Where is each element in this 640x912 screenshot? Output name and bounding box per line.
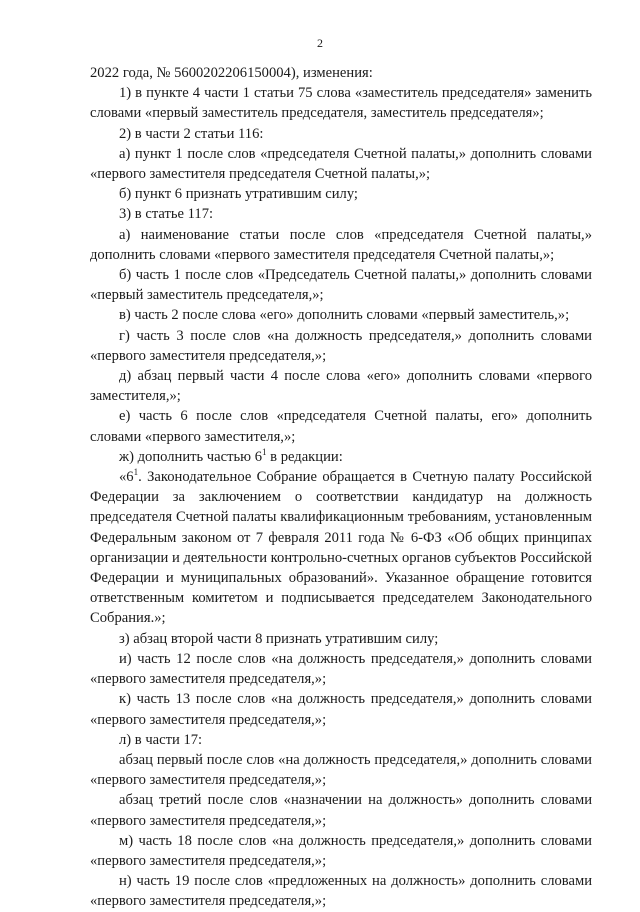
paragraph-text: абзац третий после слов «назначении на должность» дополнить словами «первого заместителя председателя,»; <box>90 792 592 829</box>
paragraph <box>90 649 592 689</box>
document-body <box>90 63 592 912</box>
paragraph <box>90 265 592 305</box>
paragraph-text: 3) в статье 117: <box>119 206 214 223</box>
paragraph <box>90 63 592 83</box>
paragraph-text: и) часть 12 после слов «на должность председателя,» дополнить словами «первого заместителя председателя,»; <box>90 650 592 688</box>
paragraph-text: а) пункт 1 после слов «председателя Счетной палаты,» дополнить словами «первого заместителя председателя Счетной палаты,»; <box>90 145 592 183</box>
paragraph <box>90 871 592 911</box>
paragraph <box>90 467 592 629</box>
paragraph <box>90 83 592 123</box>
paragraph-text: 2022 года, № 5600202206150004), изменения: <box>90 65 373 81</box>
paragraph <box>90 629 592 649</box>
paragraph <box>90 204 592 224</box>
paragraph <box>90 730 592 750</box>
paragraph <box>90 447 592 467</box>
paragraph-text: м) часть 18 после слов «на должность председателя,» дополнить словами «первого заместителя председателя,»; <box>90 832 592 869</box>
paragraph <box>90 831 592 871</box>
paragraph <box>90 750 592 790</box>
paragraph <box>90 124 592 144</box>
superscript-index: 1 <box>133 467 139 478</box>
paragraph-text: ж) дополнить частью 6 <box>119 448 262 465</box>
paragraph-text: б) часть 1 после слов «Председатель Счетной палаты,» дополнить словами «первый заместитель председателя,»; <box>90 267 592 304</box>
paragraph-text: абзац первый после слов «на должность председателя,» дополнить словами «первого заместителя председателя,»; <box>90 751 592 789</box>
paragraph-text: з) абзац второй части 8 признать утратившим силу; <box>119 630 439 647</box>
paragraph-text: д) абзац первый части 4 после слова «его» дополнить словами «первого заместителя,»; <box>90 368 592 405</box>
paragraph-text: а) наименование статьи после слов «председателя Счетной палаты,» дополнить словами «первого заместителя председателя Счетной палаты,»; <box>90 226 592 263</box>
page-number: 2 <box>317 36 323 50</box>
paragraph-text: б) пункт 6 признать утратившим силу; <box>119 186 358 203</box>
paragraph-text: 1) в пункте 4 части 1 статьи 75 слова «заместитель председателя» заменить словами «первый заместитель председателя, заместитель председателя»; <box>90 85 592 122</box>
paragraph <box>90 184 592 204</box>
paragraph-text: л) в части 17: <box>119 731 203 748</box>
paragraph <box>90 366 592 406</box>
paragraph <box>90 326 592 366</box>
paragraph-text: н) часть 19 после слов «предложенных на должность» дополнить словами «первого заместителя председателя,»; <box>90 873 592 910</box>
paragraph <box>90 144 592 184</box>
paragraph-text: г) часть 3 после слов «на должность председателя,» дополнить словами «первого заместителя председателя,»; <box>90 327 592 364</box>
paragraph-text: 2) в части 2 статьи 116: <box>119 125 264 142</box>
paragraph-text-continued: в редакции: <box>266 448 343 465</box>
paragraph-text-continued: . Законодательное Собрание обращается в Счетную палату Российской Федерации за заключением о соответствии кандидатур на должность председателя Счетной палаты квалификационным требованиям, установленным Федеральным законом от 7 февраля 2011 года № 6-ФЗ «Об общих принципах организации и деятельности контрольно-счетных органов субъектов Российской Федерации и муниципальных образований». Указанное обращение готовится ответственным комитетом и подписывается председателем Законодательного Собрания.»; <box>90 469 592 627</box>
paragraph-text: к) часть 13 после слов «на должность председателя,» дополнить словами «первого заместителя председателя,»; <box>90 691 592 728</box>
paragraph <box>90 790 592 830</box>
paragraph-text: «6 <box>119 469 134 486</box>
paragraph <box>90 225 592 265</box>
paragraph-text: е) часть 6 после слов «председателя Счетной палаты, его» дополнить словами «первого заместителя,»; <box>90 408 592 445</box>
superscript-index: 1 <box>262 447 267 457</box>
paragraph-text: в) часть 2 после слова «его» дополнить словами «первый заместитель,»; <box>119 307 570 324</box>
paragraph <box>90 305 592 325</box>
paragraph <box>90 406 592 446</box>
paragraph <box>90 689 592 729</box>
